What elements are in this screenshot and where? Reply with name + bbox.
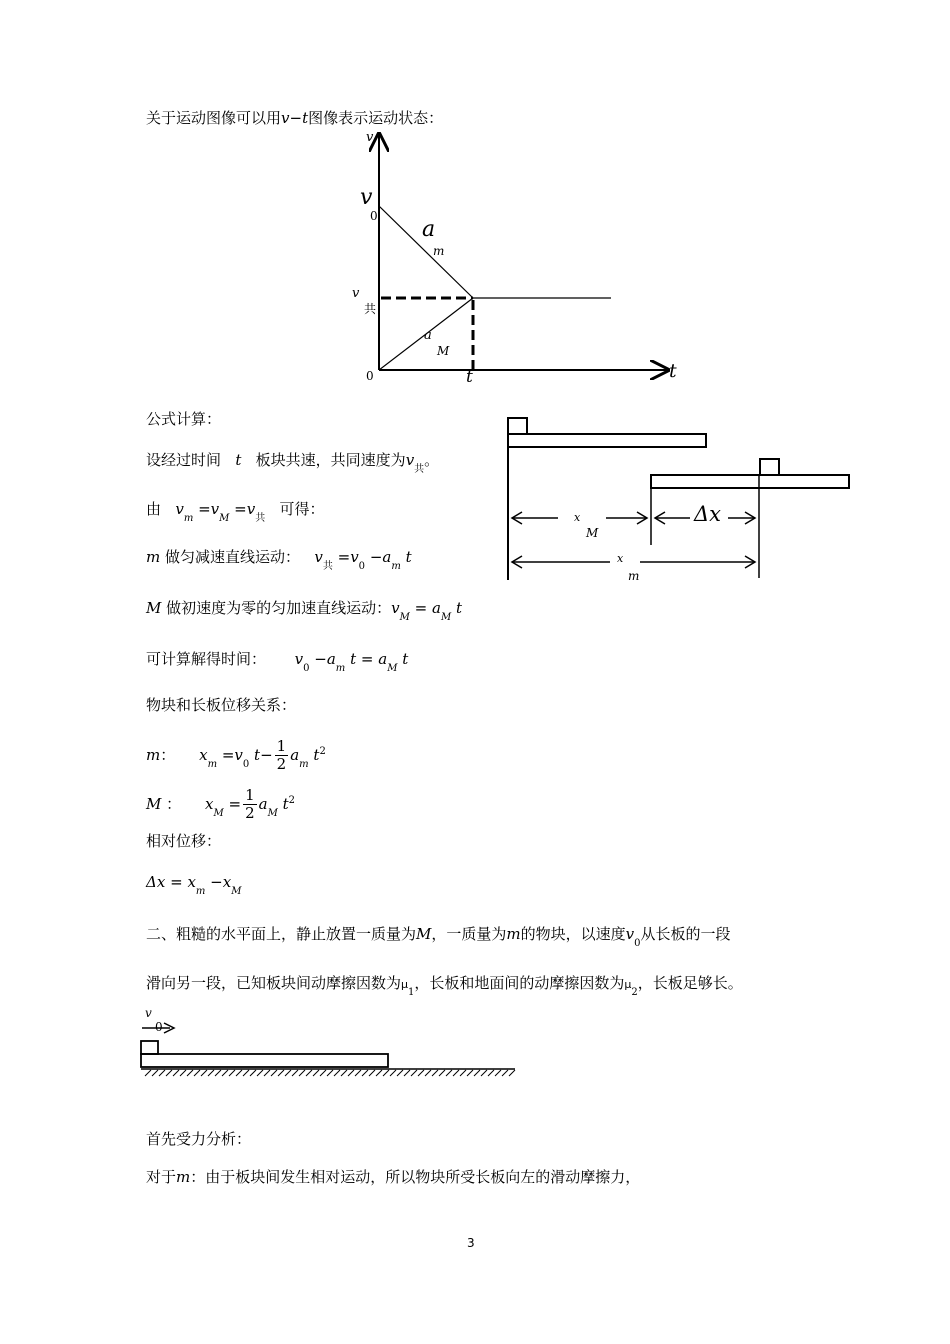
vt-am-label: a xyxy=(422,217,436,242)
equation-relative: $\Delta x = x_m -x_M$ xyxy=(146,873,242,897)
small-block xyxy=(141,1041,158,1054)
plate-xm-label: x xyxy=(617,552,624,565)
block-end xyxy=(760,459,779,475)
relative-displacement-title: 相对位移： xyxy=(146,832,222,850)
problem-line-2: 滑向另一段，已知板块间动摩擦因数为$\mu_1$，长板和地面间的动摩擦因数为$\mu_2$，长板足够长。 xyxy=(146,974,743,998)
vt-am-sub: m xyxy=(433,244,445,258)
formula-line-5: 可计算解得时间： $v_0 -a_m$ $t = a_M$ t xyxy=(146,650,409,674)
formula-line-1: 设经过时间 t 板块共速，共同速度为$v_共$。 xyxy=(146,451,440,475)
page-number: 3 xyxy=(467,1236,475,1250)
vt-x-label: t xyxy=(669,360,677,382)
force-analysis-line: 对于m：由于板块间发生相对运动，所以物块所受长板向左的滑动摩擦力， xyxy=(146,1168,641,1186)
intro-line: 关于运动图像可以用v−t图像表示运动状态： xyxy=(146,109,444,127)
plate-dx-label: Δx xyxy=(694,502,722,526)
problem-line-1: 二、粗糙的水平面上，静止放置一质量为M，一质量为m的物块，以速度$v_0$从长板的一段 xyxy=(146,925,731,949)
vt-v0-sub: 0 xyxy=(370,209,378,223)
plate-xM-label: x xyxy=(574,511,581,524)
equation-m: m： $x_m =v_0$ t− $\frac{1}{2}$ $a_m$ $t^2$ xyxy=(146,737,326,773)
vt-t-mark: t xyxy=(466,367,473,387)
plate-xm-sub: m xyxy=(628,569,640,583)
vt-v0-label: v xyxy=(360,185,373,210)
fig2-v-sub: 0 xyxy=(155,1020,163,1034)
vt-vgong-sub: 共 xyxy=(364,302,377,316)
equation-M: M ： $x_M$ = $\frac{1}{2}$ $a_M$ $t^2$ xyxy=(146,786,296,822)
plate-xM-sub: M xyxy=(586,526,599,540)
plate-start xyxy=(508,434,706,447)
fig2-v-label: v xyxy=(145,1006,152,1020)
formula-line-4: M 做初速度为零的匀加速直线运动：$v_M = a_M$ t xyxy=(146,599,463,623)
vt-aM-sub: M xyxy=(437,344,450,358)
long-plate xyxy=(141,1054,388,1067)
plate-end xyxy=(651,475,849,488)
vt-origin: 0 xyxy=(366,369,374,383)
block-start xyxy=(508,418,527,434)
formula-title: 公式计算： xyxy=(146,410,222,428)
formula-line-3: m 做匀减速直线运动： $v_共 =v_0 -a_m$ t xyxy=(146,548,412,572)
vt-aM-label: a xyxy=(424,328,432,343)
force-analysis-title: 首先受力分析： xyxy=(146,1130,252,1148)
formula-line-2: 由 $v_m =v_M =v_共$ 可得： xyxy=(146,500,325,524)
displacement-title: 物块和长板位移关系： xyxy=(146,696,297,714)
ground-hatch xyxy=(145,1070,515,1076)
vt-vgong-label: v xyxy=(352,286,360,301)
vt-y-label: v xyxy=(366,130,374,145)
